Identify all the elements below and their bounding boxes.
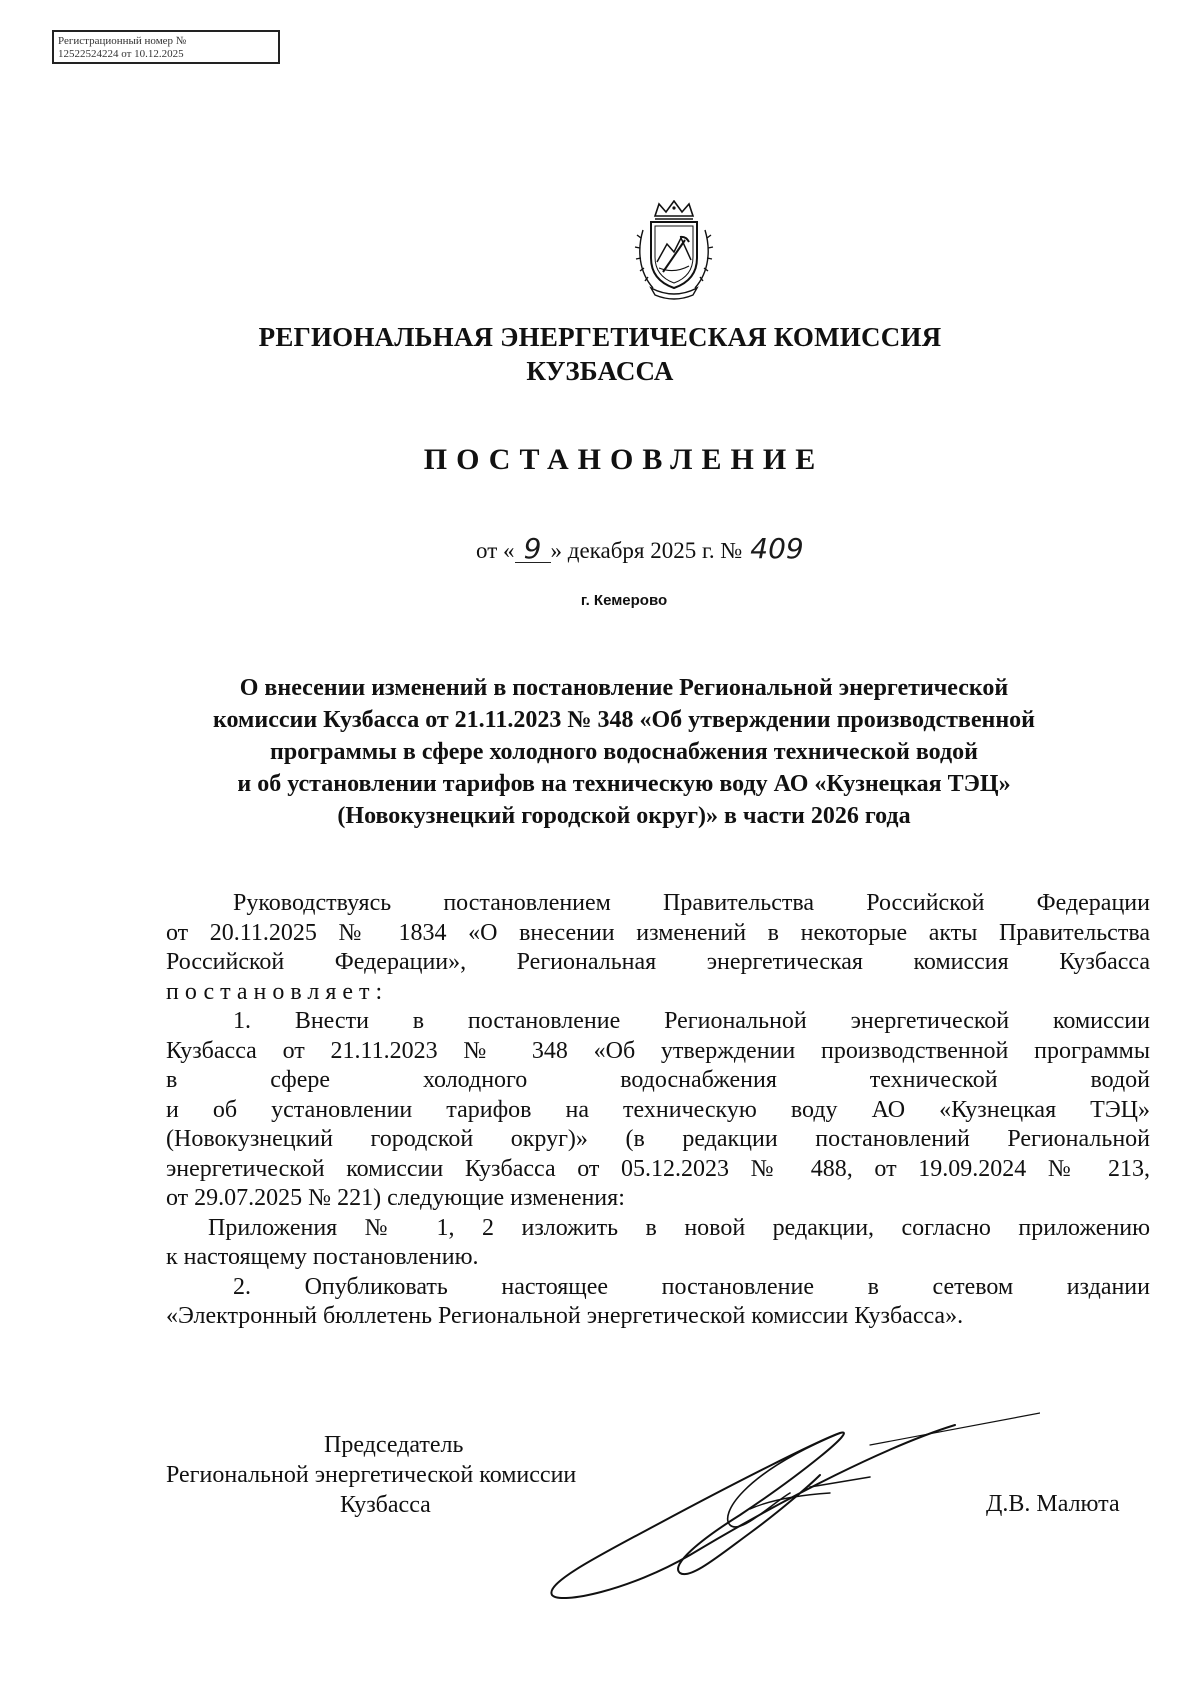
body-line: от 29.07.2025 № 221) следующие изменения:	[166, 1185, 625, 1211]
registration-stamp-line1: Регистрационный номер №	[58, 35, 187, 47]
subject-line: и об установлении тарифов на техническую воду АО «Кузнецкая ТЭЦ»	[237, 771, 1011, 797]
date-and-number-line	[476, 532, 806, 565]
body-line: 2. Опубликовать настоящее постановление в сетевом издании	[233, 1273, 1150, 1300]
city: г. Кемерово	[580, 592, 668, 609]
organization-line1: РЕГИОНАЛЬНАЯ ЭНЕРГЕТИЧЕСКАЯ КОМИССИЯ	[258, 322, 942, 352]
handwritten-document-number: 409	[750, 532, 804, 565]
signatory-title-line3: Кузбасса	[340, 1492, 431, 1518]
subject-line: комиссии Кузбасса от 21.11.2023 № 348 «Об утверждении производственной	[212, 707, 1036, 733]
registration-stamp-line2: 12522524224 от 10.12.2025	[58, 48, 184, 60]
signatory-title-line2: Региональной энергетической комиссии	[166, 1462, 577, 1488]
body-line: от 20.11.2025 № 1834 «О внесении изменений в некоторые акты Правительства	[166, 919, 1150, 946]
body-line: Кузбасса от 21.11.2023 № 348 «Об утверждении производственной программы	[166, 1037, 1150, 1064]
organization-name	[0, 320, 1200, 388]
handwritten-signature-icon	[540, 1405, 1040, 1605]
body-line: к настоящему постановлению.	[166, 1244, 479, 1270]
body-line: энергетической комиссии Кузбасса от 05.12.2023 № 488, от 19.09.2024 № 213,	[166, 1155, 1150, 1182]
body-line: (Новокузнецкий городской округ)» (в редакции постановлений Региональной	[166, 1126, 1150, 1152]
body-line: Российской Федерации», Региональная энергетическая комиссия Кузбасса	[166, 949, 1150, 975]
handwritten-day: 9	[515, 536, 551, 563]
document-body	[166, 889, 1150, 1332]
body-line: 1. Внести в постановление Региональной энергетической комиссии	[233, 1008, 1150, 1034]
body-line: постановляет:	[166, 978, 389, 1005]
registration-stamp	[52, 30, 280, 64]
subject-line: (Новокузнецкий городской округ)» в части 2026 года	[337, 803, 911, 829]
body-line: «Электронный бюллетень Региональной энергетической комиссии Кузбасса».	[166, 1303, 964, 1329]
body-line: и об установлении тарифов на техническую воду АО «Кузнецкая ТЭЦ»	[166, 1096, 1150, 1123]
organization-line2: КУЗБАССА	[526, 356, 674, 386]
subject-line: О внесении изменений в постановление Региональной энергетической	[239, 675, 1009, 701]
date-middle: » декабря 2025 г. №	[550, 538, 749, 563]
subject-line: программы в сфере холодного водоснабжения технической водой	[270, 739, 978, 765]
signatory-title-line1: Председатель	[324, 1432, 464, 1458]
kuzbass-coat-of-arms-icon	[633, 200, 715, 300]
body-line: в сфере холодного водоснабжения технической водой	[166, 1067, 1150, 1093]
signatory-name: Д.В. Малюта	[986, 1491, 1120, 1517]
body-line: Приложения № 1, 2 изложить в новой редакции, согласно приложению	[208, 1214, 1150, 1241]
body-line: Руководствуясь постановлением Правительства Российской Федерации	[233, 890, 1150, 916]
document-subject	[0, 672, 1200, 832]
date-prefix: от «	[476, 538, 515, 563]
document-type-heading: ПОСТАНОВЛЕНИЕ	[423, 443, 825, 476]
